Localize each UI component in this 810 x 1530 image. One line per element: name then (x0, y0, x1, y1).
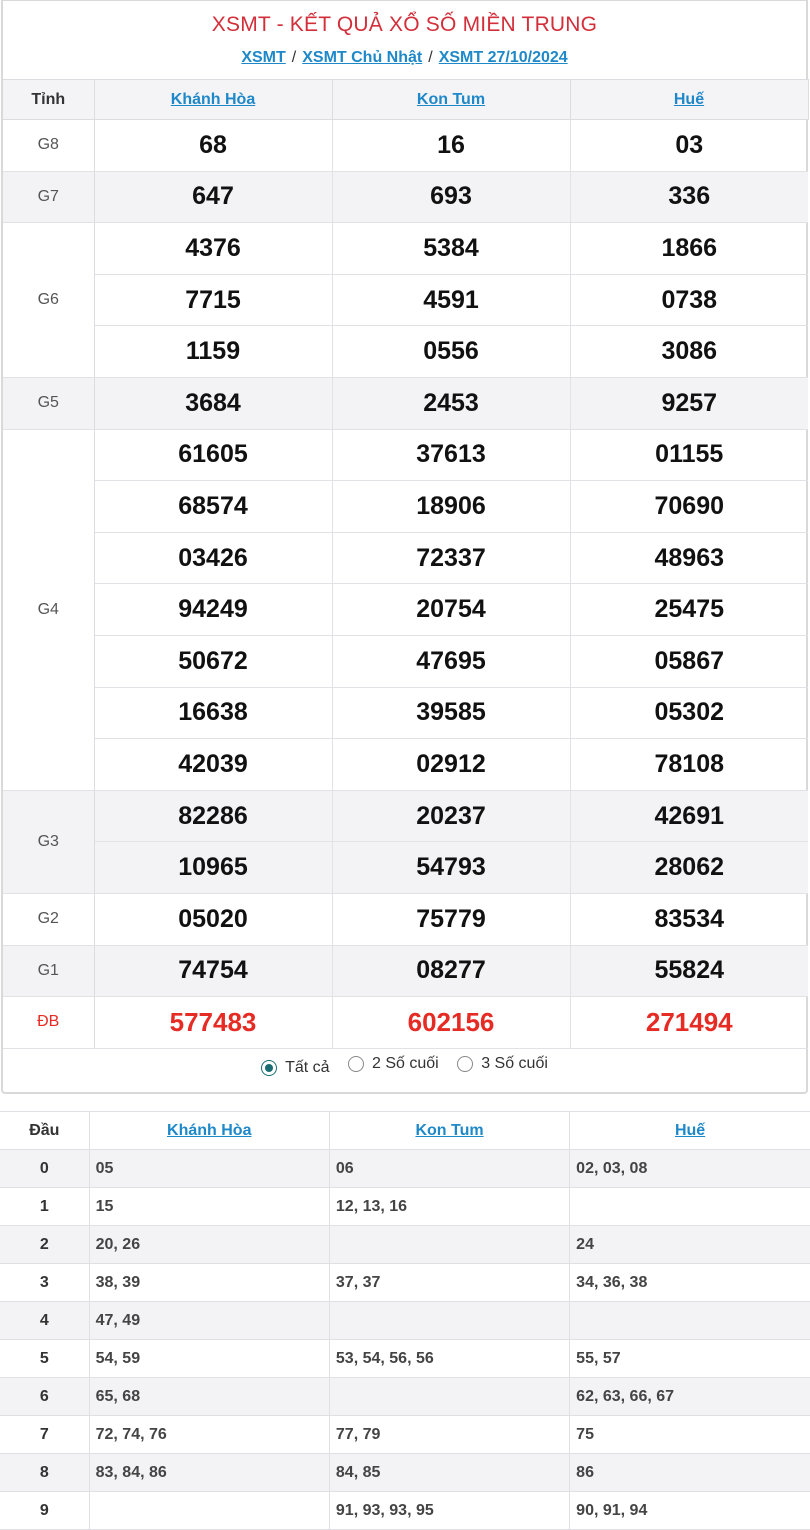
prize-row (3, 274, 808, 326)
prize-label: G5 (3, 377, 94, 429)
prize-number: 05867 (570, 635, 808, 687)
column-header-khanh-hoa (94, 80, 332, 120)
prize-number: 0556 (332, 326, 570, 378)
prize-number: 18906 (332, 481, 570, 533)
prize-number: 3684 (94, 377, 332, 429)
dau-row (0, 1302, 810, 1340)
prize-row (3, 223, 808, 275)
prize-row (3, 584, 808, 636)
dau-values (89, 1492, 329, 1530)
prize-row (3, 842, 808, 894)
prize-number: 68574 (94, 481, 332, 533)
prize-number: 3086 (570, 326, 808, 378)
prize-row (3, 481, 808, 533)
dau-values: 20, 26 (89, 1226, 329, 1264)
dau-values: 53, 54, 56, 56 (329, 1340, 569, 1378)
province-link-kon-tum[interactable]: Kon Tum (416, 90, 486, 108)
dau-values: 83, 84, 86 (89, 1454, 329, 1492)
prize-number: 20237 (332, 790, 570, 842)
prize-number: 20754 (332, 584, 570, 636)
filter-label: 2 Số cuối (372, 1055, 439, 1072)
prize-label: G1 (3, 945, 94, 997)
dau-row (0, 1492, 810, 1530)
dau-values (329, 1302, 569, 1340)
prize-number: 03 (570, 120, 808, 172)
dau-values: 47, 49 (89, 1302, 329, 1340)
dau-values: 54, 59 (89, 1340, 329, 1378)
prize-number: 1159 (94, 326, 332, 378)
dau-values: 05 (89, 1150, 329, 1188)
column-header-khanh-hoa (89, 1112, 329, 1150)
prize-number: 42039 (94, 739, 332, 791)
dau-row (0, 1226, 810, 1264)
prize-number: 61605 (94, 429, 332, 481)
dau-values: 38, 39 (89, 1264, 329, 1302)
prize-label: G6 (3, 223, 94, 378)
dau-row (0, 1378, 810, 1416)
prize-number: 05302 (570, 687, 808, 739)
prize-number: 39585 (332, 687, 570, 739)
dau-values: 12, 13, 16 (329, 1188, 569, 1226)
prize-number: 03426 (94, 532, 332, 584)
prize-number: 54793 (332, 842, 570, 894)
breadcrumb-link-xsmt[interactable]: XSMT (241, 49, 286, 66)
page-title: XSMT - KẾT QUẢ XỔ SỐ MIỀN TRUNG (211, 13, 598, 36)
prize-number: 1866 (570, 223, 808, 275)
prize-number: 271494 (570, 997, 808, 1049)
results-table (3, 79, 809, 1049)
prize-row (3, 945, 808, 997)
dau-row (0, 1188, 810, 1226)
dau-digit: 7 (0, 1416, 89, 1454)
prize-number: 55824 (570, 945, 808, 997)
column-header-kon-tum (332, 80, 570, 120)
breadcrumb-link-xsmt-date[interactable]: XSMT 27/10/2024 (438, 49, 568, 66)
province-link-hue[interactable]: Huế (674, 1121, 706, 1139)
column-header-hue (570, 80, 808, 120)
prize-row (3, 532, 808, 584)
prize-number: 74754 (94, 945, 332, 997)
prize-number: 01155 (570, 429, 808, 481)
column-header-kon-tum (329, 1112, 569, 1150)
dau-values: 77, 79 (329, 1416, 569, 1454)
prize-row (3, 790, 808, 842)
breadcrumb-separator: / (428, 49, 433, 66)
prize-number: 37613 (332, 429, 570, 481)
prize-row (3, 326, 808, 378)
breadcrumb-separator: / (291, 49, 297, 66)
filter-option-all[interactable] (261, 1059, 329, 1077)
dau-row (0, 1416, 810, 1454)
dau-table (0, 1111, 810, 1530)
dau-digit: 4 (0, 1302, 89, 1340)
prize-label: G4 (3, 429, 94, 790)
prize-number: 4376 (94, 223, 332, 275)
prize-row (3, 120, 808, 172)
prize-number: 68 (94, 120, 332, 172)
dau-digit: 8 (0, 1454, 89, 1492)
dau-digit: 6 (0, 1378, 89, 1416)
prize-number: 50672 (94, 635, 332, 687)
prize-row (3, 377, 808, 429)
prize-label: G8 (3, 120, 94, 172)
prize-number: 05020 (94, 893, 332, 945)
prize-number: 72337 (332, 532, 570, 584)
prize-number: 83534 (570, 893, 808, 945)
dau-values: 55, 57 (570, 1340, 810, 1378)
dau-row (0, 1454, 810, 1492)
dau-values: 15 (89, 1188, 329, 1226)
prize-number: 5384 (332, 223, 570, 275)
dau-values: 34, 36, 38 (570, 1264, 810, 1302)
filter-label: 3 Số cuối (481, 1055, 548, 1072)
dau-values (329, 1226, 569, 1264)
dau-values: 90, 91, 94 (570, 1492, 810, 1530)
dau-digit: 3 (0, 1264, 89, 1302)
prize-number: 602156 (332, 997, 570, 1049)
column-header-hue (570, 1112, 810, 1150)
dau-values: 84, 85 (329, 1454, 569, 1492)
province-link-hue[interactable]: Huế (673, 90, 705, 108)
filter-label: Tất cả (285, 1059, 330, 1076)
prize-number: 16 (332, 120, 570, 172)
prize-number: 647 (94, 171, 332, 223)
prize-number: 75779 (332, 893, 570, 945)
digit-filter-group (3, 1055, 806, 1077)
prize-number: 577483 (94, 997, 332, 1049)
dau-digit: 9 (0, 1492, 89, 1530)
radio-selected-icon[interactable] (261, 1060, 277, 1076)
dau-digit: 1 (0, 1188, 89, 1226)
prize-number: 78108 (570, 739, 808, 791)
dau-row (0, 1150, 810, 1188)
radio-icon[interactable] (457, 1056, 473, 1072)
dau-values: 02, 03, 08 (570, 1150, 810, 1188)
dau-values: 06 (329, 1150, 569, 1188)
prize-row (3, 171, 808, 223)
prize-number: 47695 (332, 635, 570, 687)
results-card (1, 0, 808, 1094)
prize-label: G3 (3, 790, 94, 893)
breadcrumb (3, 49, 806, 67)
prize-row (3, 687, 808, 739)
prize-number: 9257 (570, 377, 808, 429)
dau-digit: 0 (0, 1150, 89, 1188)
prize-number: 336 (570, 171, 808, 223)
dau-values (570, 1302, 810, 1340)
prize-number: 25475 (570, 584, 808, 636)
column-header-province: Tỉnh (3, 80, 94, 120)
dau-values: 86 (570, 1454, 810, 1492)
radio-icon[interactable] (348, 1056, 364, 1072)
dau-values: 37, 37 (329, 1264, 569, 1302)
dau-digit: 2 (0, 1226, 89, 1264)
prize-number: 2453 (332, 377, 570, 429)
dau-values (570, 1188, 810, 1226)
dau-digit: 5 (0, 1340, 89, 1378)
dau-values: 65, 68 (89, 1378, 329, 1416)
prize-number: 82286 (94, 790, 332, 842)
prize-number: 42691 (570, 790, 808, 842)
prize-number: 7715 (94, 274, 332, 326)
dau-row (0, 1340, 810, 1378)
prize-number: 0738 (570, 274, 808, 326)
prize-label: ĐB (3, 997, 94, 1049)
province-link-khanh-hoa[interactable]: Khánh Hòa (170, 90, 256, 108)
prize-number: 08277 (332, 945, 570, 997)
prize-row (3, 635, 808, 687)
dau-values: 91, 93, 93, 95 (329, 1492, 569, 1530)
prize-number: 48963 (570, 532, 808, 584)
dau-values: 62, 63, 66, 67 (570, 1378, 810, 1416)
dau-values: 75 (570, 1416, 810, 1454)
prize-number: 28062 (570, 842, 808, 894)
prize-number: 4591 (332, 274, 570, 326)
dau-values (329, 1378, 569, 1416)
breadcrumb-link-xsmt-chu-nhat[interactable]: XSMT Chủ Nhật (302, 49, 423, 66)
filter-option-last-2[interactable] (348, 1055, 439, 1073)
prize-row (3, 997, 808, 1049)
dau-values: 24 (570, 1226, 810, 1264)
column-header-dau: Đầu (0, 1112, 89, 1150)
prize-label: G7 (3, 171, 94, 223)
prize-label: G2 (3, 893, 94, 945)
prize-number: 02912 (332, 739, 570, 791)
prize-number: 10965 (94, 842, 332, 894)
prize-number: 94249 (94, 584, 332, 636)
province-link-khanh-hoa[interactable]: Khánh Hòa (167, 1121, 252, 1139)
dau-row (0, 1264, 810, 1302)
prize-number: 70690 (570, 481, 808, 533)
prize-row (3, 429, 808, 481)
prize-row (3, 893, 808, 945)
prize-number: 16638 (94, 687, 332, 739)
prize-number: 693 (332, 171, 570, 223)
dau-values: 72, 74, 76 (89, 1416, 329, 1454)
filter-option-last-3[interactable] (457, 1055, 548, 1073)
province-link-kon-tum[interactable]: Kon Tum (415, 1121, 484, 1139)
prize-row (3, 739, 808, 791)
